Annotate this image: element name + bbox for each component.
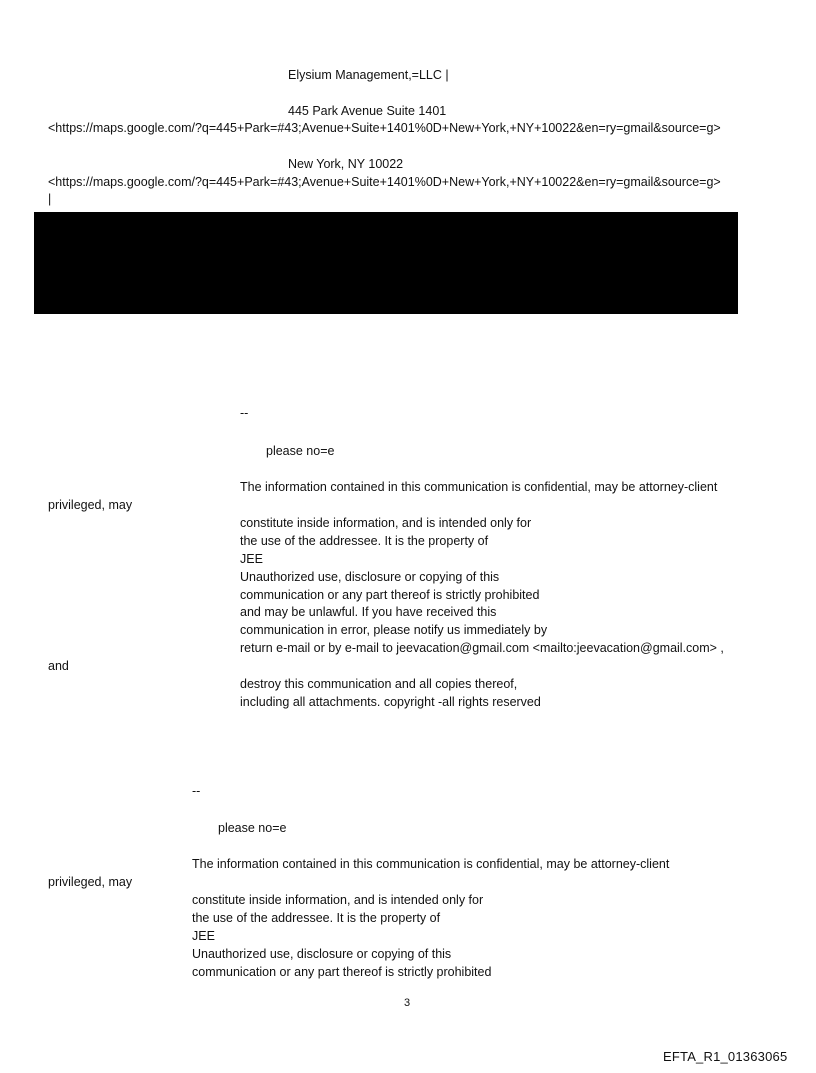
please-note-2: please no=e: [218, 821, 287, 835]
address-map-link-2[interactable]: <https://maps.google.com/?q=445+Park=#43;Avenue+Suite+1401%0D+New+York,+NY+10022&en=ry=gmail&source=g>: [48, 175, 721, 189]
please-note-1: please no=e: [266, 444, 335, 458]
disclaimer1-line5: Unauthorized use, disclosure or copying of this: [240, 570, 500, 584]
signature-dash-1: --: [240, 406, 249, 420]
company-name: Elysium Management,=LLC |: [288, 68, 449, 82]
pipe-separator: |: [48, 192, 52, 206]
document-id: EFTA_R1_01363065: [663, 1049, 788, 1064]
disclaimer2-line2: constitute inside information, and is intended only for: [192, 893, 484, 907]
disclaimer1-and: and: [48, 659, 69, 673]
disclaimer2-line1: The information contained in this communication is confidential, may be attorney-client: [192, 857, 670, 871]
disclaimer1-line10: destroy this communication and all copies thereof,: [240, 677, 518, 691]
disclaimer2-line6: communication or any part thereof is strictly prohibited: [192, 965, 492, 979]
signature-dash-2: --: [192, 784, 201, 798]
address-map-link-1[interactable]: <https://maps.google.com/?q=445+Park=#43;Avenue+Suite+1401%0D+New+York,+NY+10022&en=ry=gmail&source=g>: [48, 121, 721, 135]
redaction-block: [34, 212, 738, 314]
disclaimer2-line3: the use of the addressee. It is the property of: [192, 911, 441, 925]
disclaimer1-line9: return e-mail or by e-mail to jeevacation@gmail.com <mailto:jeevacation@gmail.com> ,: [240, 641, 724, 655]
disclaimer1-privileged: privileged, may: [48, 498, 133, 512]
disclaimer2-line5: Unauthorized use, disclosure or copying of this: [192, 947, 452, 961]
disclaimer1-line4: JEE: [240, 552, 263, 566]
disclaimer1-line8: communication in error, please notify us immediately by: [240, 623, 548, 637]
disclaimer2-privileged: privileged, may: [48, 875, 133, 889]
disclaimer1-line2: constitute inside information, and is intended only for: [240, 516, 532, 530]
disclaimer1-line3: the use of the addressee. It is the property of: [240, 534, 489, 548]
address-line-street: 445 Park Avenue Suite 1401: [288, 104, 447, 118]
disclaimer1-line1: The information contained in this communication is confidential, may be attorney-client: [240, 480, 718, 494]
disclaimer1-line11: including all attachments. copyright -all rights reserved: [240, 695, 541, 709]
page-number: 3: [404, 997, 411, 1009]
disclaimer1-line7: and may be unlawful. If you have received this: [240, 605, 497, 619]
disclaimer2-line4: JEE: [192, 929, 215, 943]
disclaimer1-line6: communication or any part thereof is strictly prohibited: [240, 588, 540, 602]
address-line-city: New York, NY 10022: [288, 157, 404, 171]
